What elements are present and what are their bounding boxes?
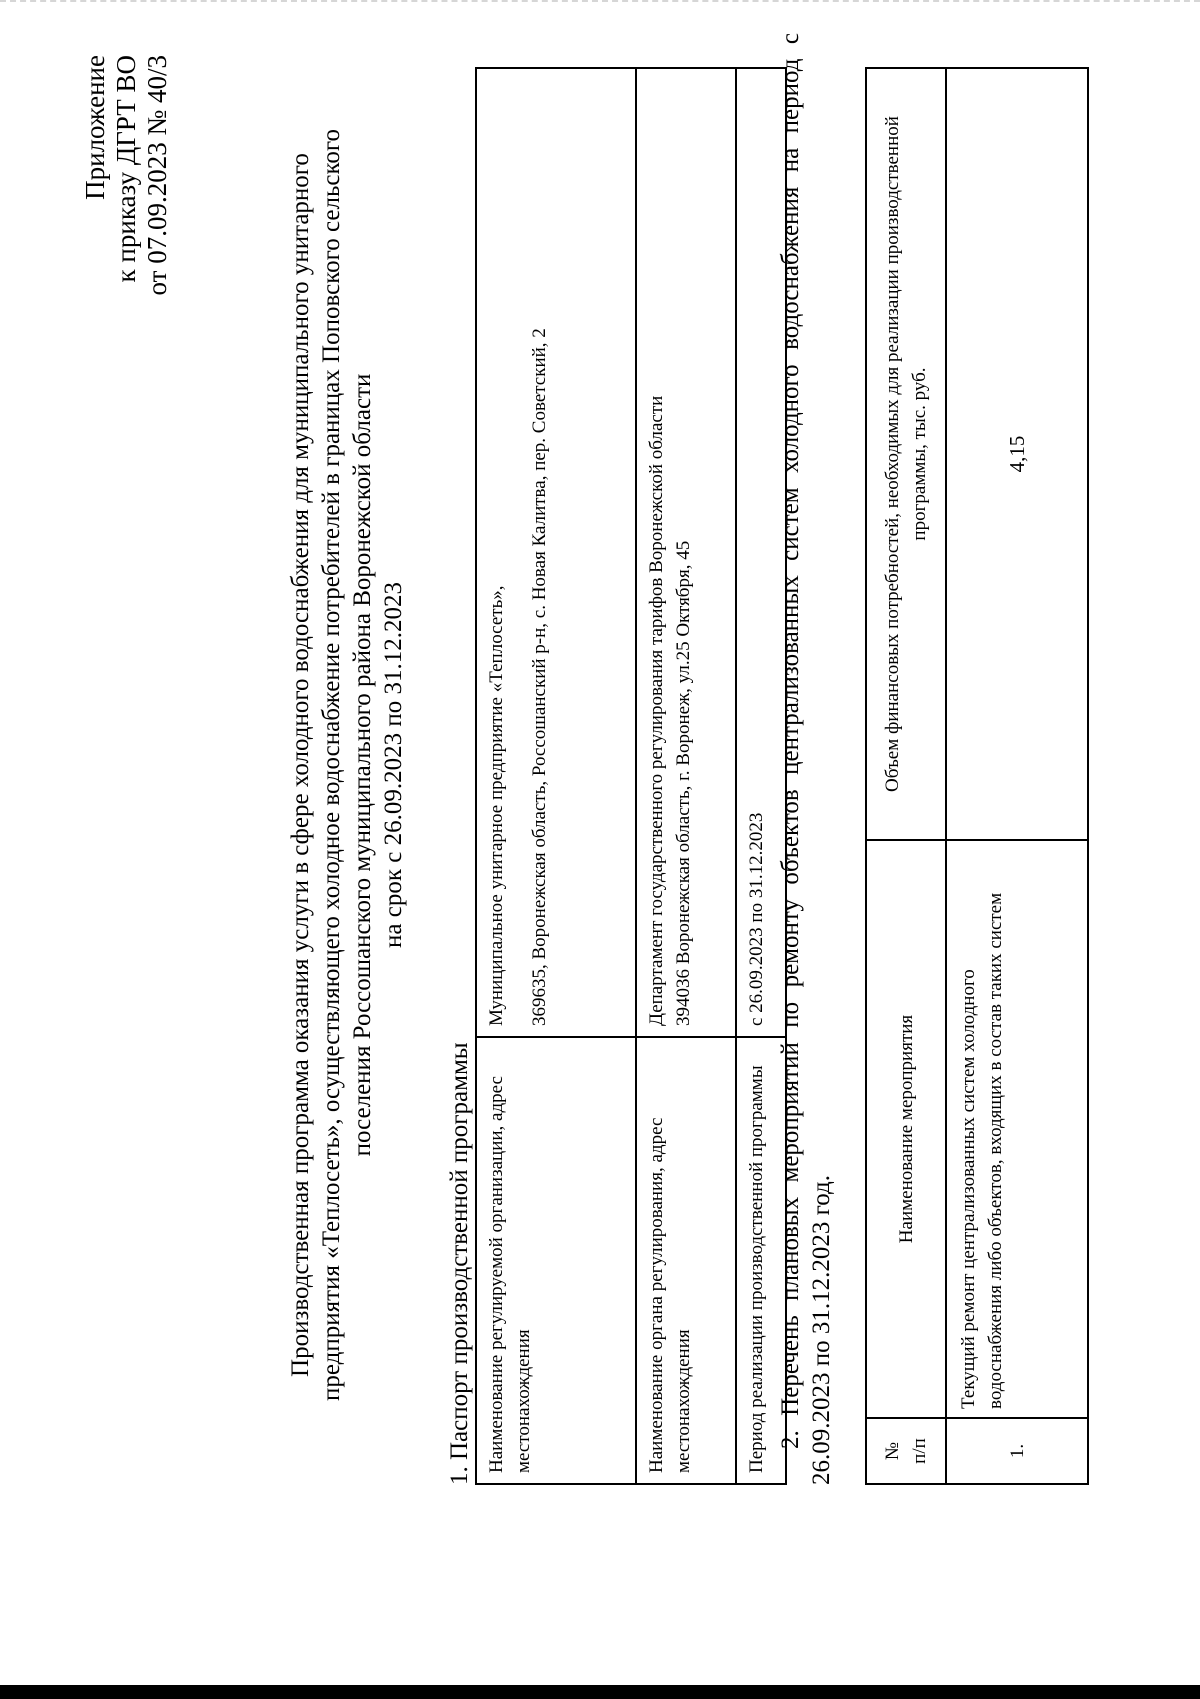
col-header-number-line1: № [882, 1441, 903, 1461]
scan-edge-bottom [0, 1685, 1200, 1699]
col-header-volume: Объем финансовых потребностей, необходимых для реализации производственной программы, тыс. руб. [866, 68, 946, 840]
measure-volume: 4,15 [946, 68, 1088, 840]
passport-regulator-label: Наименование органа регулирования, адрес местонахождения [636, 1037, 736, 1484]
passport-period-value: с 26.09.2023 по 31.12.2023 [736, 68, 786, 1037]
passport-table [475, 67, 787, 1485]
title-line-1: Производственная программа оказания услуги в сфере холодного водоснабжения для муниципального унитарного [287, 153, 314, 1377]
passport-org-address: 369635, Воронежская область, Россошанский р-н, с. Новая Калитва, пер. Советский, 2 [529, 328, 550, 1026]
passport-heading: 1. Паспорт производственной программы [446, 1042, 473, 1485]
col-header-name: Наименование мероприятия [866, 840, 946, 1418]
passport-regulator-address: 394036 Воронежская область, г. Воронеж, ул.25 Октября, 45 [673, 540, 694, 1026]
document-title [285, 25, 409, 1505]
appendix-line-1: Приложение [80, 55, 110, 200]
passport-org-label: Наименование регулируемой организации, адрес местонахождения [476, 1037, 636, 1484]
table-header-row [866, 68, 946, 1484]
measure-name: Текущий ремонт централизованных систем холодного водоснабжения либо объектов, входящих в состав таких систем [946, 840, 1088, 1418]
measures-table [865, 67, 1089, 1485]
passport-org-name: Муниципальное унитарное предприятие «Теплосеть», [486, 585, 507, 1026]
table-row [636, 68, 736, 1484]
passport-regulator-value [636, 68, 736, 1037]
title-line-3: поселения Россошанского муниципального района Воронежской области [349, 373, 376, 1157]
appendix-block [80, 55, 173, 295]
appendix-line-2: к приказу ДГРТ ВО [111, 55, 141, 283]
title-line-4: на срок с 26.09.2023 по 31.12.2023 [380, 582, 407, 948]
measures-heading: 2. Перечень плановых мероприятий по ремонту объектов централизованных систем холодного водоснабжения на период с 26.09.2023 по 31.12.2023 год. [777, 33, 835, 1485]
passport-org-value [476, 68, 636, 1037]
passport-period-label: Период реализации производственной программы [736, 1037, 786, 1484]
passport-regulator-name: Департамент государственного регулирования тарифов Воронежской области [646, 395, 667, 1026]
col-header-number [866, 1418, 946, 1484]
appendix-line-3: от 07.09.2023 № 40/3 [142, 55, 172, 296]
table-row [476, 68, 636, 1484]
measure-number: 1. [946, 1418, 1088, 1484]
table-row [946, 68, 1088, 1484]
title-line-2: предприятия «Теплосеть», осуществляющего холодное водоснабжение потребителей в границах Поповского сельского [318, 129, 345, 1401]
col-header-number-line2: п/п [909, 1438, 930, 1464]
